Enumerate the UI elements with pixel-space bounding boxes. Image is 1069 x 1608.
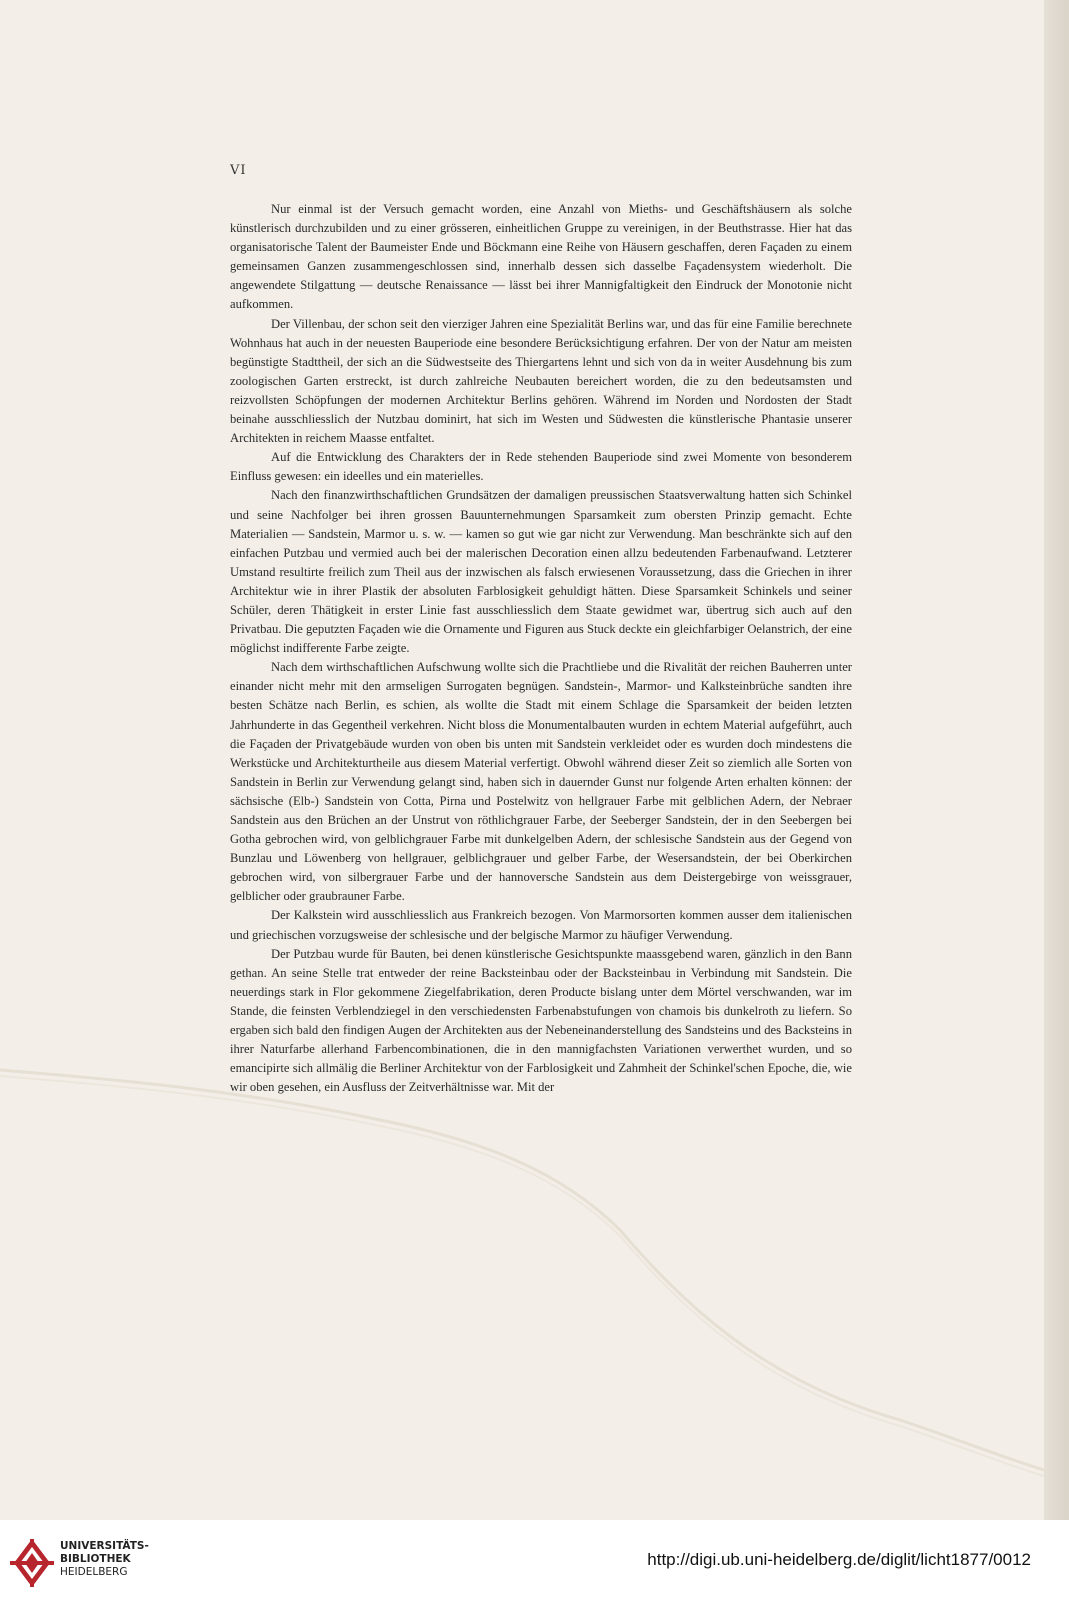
paragraph: Der Kalkstein wird ausschliesslich aus Frankreich bezogen. Von Marmorsorten kommen ausser dem italienischen und griechischen vorzugsweise der schlesische und der belgische Marmor zu häufiger Verwendung. bbox=[230, 908, 852, 942]
library-line-2: BIBLIOTHEK bbox=[60, 1553, 131, 1565]
paragraph: Nach dem wirthschaftlichen Aufschwung wollte sich die Prachtliebe und die Rivalität der reichen Bauherren unter einander nicht mehr mit den armseligen Surrogaten begnügen. Sandstein-, Marmor- und Kalksteinbrüche sandten ihre besten Schätze nach Berlin, es schien, als wollte die Stadt mit einem Schlage die Sparsamkeit der beiden letzten Jahrhunderte in das Gegentheil verkehren. Nicht bloss die Monumentalbauten wurden in echtem Material aufgeführt, auch die Façaden der Privatgebäude wurden von oben bis unten mit Sandstein verkleidet oder es wurden doch mindestens die Werkstücke und Architekturtheile aus diesem Material verfertigt. Obwohl während dieser Zeit so ziemlich alle Sorten von Sandstein in Berlin zur Verwendung gelangt sind, haben sich in dauernder Gunst nur folgende Arten erhalten können: der sächsische (Elb-) Sandstein von Cotta, Pirna und Postelwitz von hellgrauer Farbe mit gelblichen Adern, der Nebraer Sandstein aus den Brüchen an der Unstrut von röthlichgrauer Farbe, der Seeberger Sandstein, der in den Seebergen bei Gotha gebrochen wird, von gelblichgrauer Farbe mit dunkelgelben Adern, der schlesische Sandstein aus der Gegend von Bunzlau und Löwenberg von hellgrauer, gelblichgrauer und gelber Farbe, der Wesersandstein, der bei Oberkirchen gebrochen wird, von silbergrauer Farbe und der hannoversche Sandstein aus dem Deistergebirge von weissgrauer, gelblicher oder graubrauner Farbe. bbox=[230, 660, 852, 904]
paragraph: Nur einmal ist der Versuch gemacht worden, eine Anzahl von Mieths- und Geschäftshäusern als solche künstlerisch durchzubilden und zu einer grösseren, einheitlichen Gruppe zu vereinigen, in der Beuthstrasse. Hier hat das organisatorische Talent der Baumeister Ende und Böckmann eine Reihe von Häusern geschaffen, deren Façaden zu einem gemeinsamen Ganzen zusammengeschlossen sind, innerhalb dessen sich dasselbe Façadensystem wiederholt. Die angewendete Stilgattung — deutsche Renaissance — lässt bei ihrer Mannigfaltigkeit den Eindruck der Monotonie nicht aufkommen. bbox=[230, 202, 852, 312]
page-number: VI bbox=[230, 163, 247, 178]
university-library-logo-icon bbox=[10, 1533, 54, 1593]
permalink-url[interactable]: http://digi.ub.uni-heidelberg.de/diglit/licht1877/0012 bbox=[647, 1550, 1031, 1569]
paragraph: Auf die Entwicklung des Charakters der in Rede stehenden Bauperiode sind zwei Momente von besonderem Einfluss gewesen: ein ideelles und ein materielles. bbox=[230, 450, 852, 484]
body-text bbox=[230, 200, 852, 1097]
paragraph: Der Villenbau, der schon seit den vierziger Jahren eine Spezialität Berlins war, und das für eine Familie berechnete Wohnhaus hat auch in der neuesten Bauperiode eine besondere Berücksichtigung erfahren. Der von der Natur am meisten begünstigte Stadttheil, der sich an die Südwestseite des Thiergartens lehnt und sich von da in weiter Ausdehnung bis zum zoologischen Garten erstreckt, ist durch zahlreiche Neubauten bereichert worden, die zu den bedeutsamsten und reizvollsten Schöpfungen der modernen Architektur Berlins gehören. Während im Norden und Nordosten der Stadt beinahe ausschliesslich der Nutzbau dominirt, hat sich im Westen und Südwesten die künstlerische Phantasie unserer Architekten in reichem Maasse entfaltet. bbox=[230, 316, 852, 446]
library-name bbox=[60, 1540, 149, 1579]
paragraph: Der Putzbau wurde für Bauten, bei denen künstlerische Gesichtspunkte maassgebend waren, gänzlich in den Bann gethan. An seine Stelle trat entweder der reine Backsteinbau oder der Backsteinbau in Verbindung mit Sandstein. Die neuerdings stark in Flor gekommene Ziegelfabrikation, deren Producte bislang unter dem Mörtel verschwanden, war im Stande, die feinsten Verblendziegel in den verschiedensten Farbenabstufungen von chamois bis dunkelroth zu liefern. So ergaben sich bald den findigen Augen der Architekten aus der Nebeneinanderstellung des Sandsteins und des Backsteins in ihrer Naturfarbe allerhand Farbencombinationen, die in den mannigfachsten Variationen verwerthet wurden, und so emancipirte sich allmälig die Berliner Architektur von der Farblosigkeit und Zahmheit der Schinkel'schen Epoche, die, wie wir oben gesehen, ein Ausfluss der Zeitverhältnisse war. Mit der bbox=[230, 946, 852, 1095]
library-line-3: HEIDELBERG bbox=[60, 1566, 128, 1578]
library-line-1: UNIVERSITÄTS- bbox=[60, 1540, 149, 1552]
footer-bar bbox=[0, 1520, 1069, 1608]
page-edge bbox=[1044, 0, 1069, 1520]
paragraph: Nach den finanzwirthschaftlichen Grundsätzen der damaligen preussischen Staatsverwaltung hatten sich Schinkel und seine Nachfolger bei ihren grossen Bauunternehmungen Sparsamkeit zum obersten Prinzip gemacht. Echte Materialien — Sandstein, Marmor u. s. w. — kamen so gut wie gar nicht zur Verwendung. Man beschränkte sich auf den einfachen Putzbau und vermied auch bei der malerischen Decoration einen allzu bedeutenden Farbenaufwand. Letzterer Umstand resultirte freilich zum Theil aus der inzwischen als falsch erwiesenen Voraussetzung, dass die Griechen in ihrer Architektur wie in ihrer Plastik der absoluten Farblosigkeit gehuldigt hätten. Diese Sparsamkeit Schinkels und seiner Schüler, deren Thätigkeit in erster Linie fast ausschliesslich dem Staate gewidmet war, übertrug sich auch auf den Privatbau. Die geputzten Façaden wie die Ornamente und Figuren aus Stuck deckte ein gleichfarbiger Oelanstrich, der eine möglichst indifferente Farbe zeigte. bbox=[230, 488, 852, 656]
